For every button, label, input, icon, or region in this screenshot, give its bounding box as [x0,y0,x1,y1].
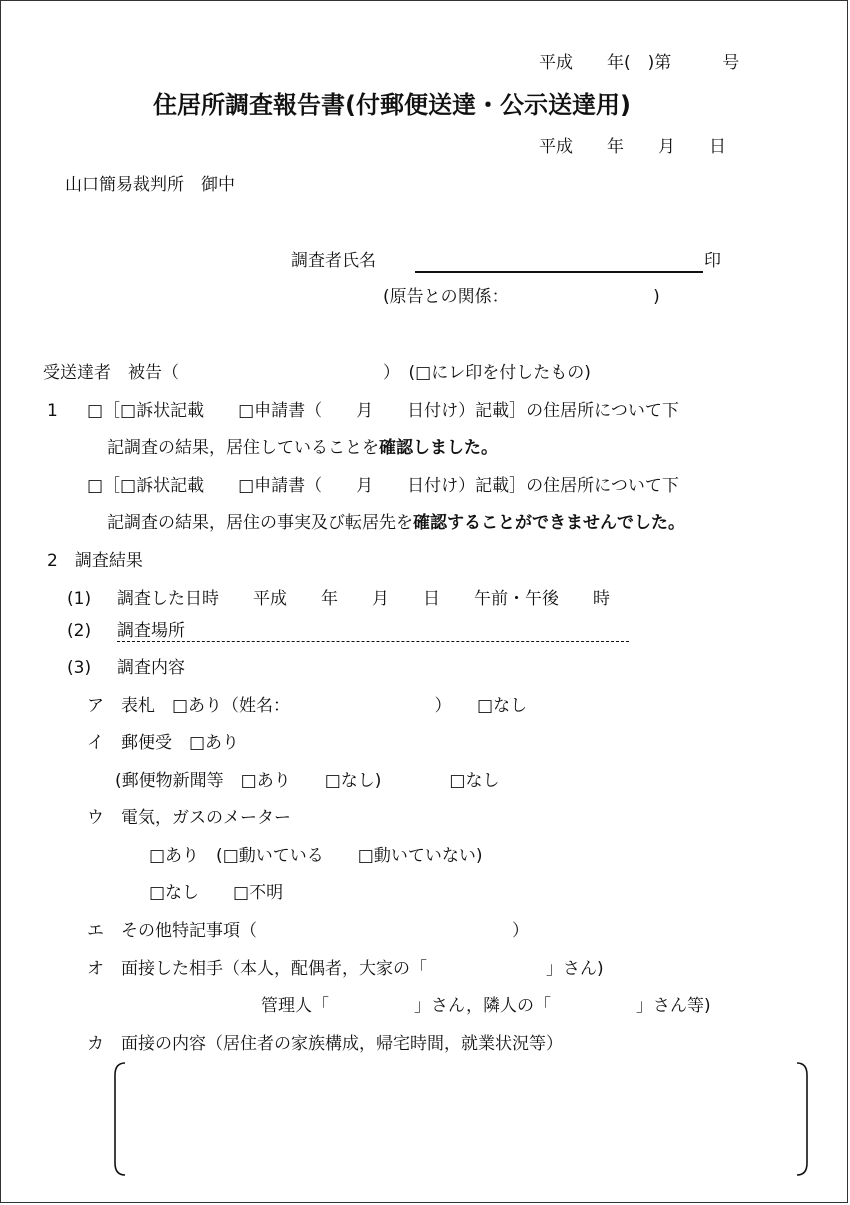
right-bracket [797,1063,807,1175]
interviewee-line1: オ 面接した相手（本人，配偶者，大家の「 」さん) [87,959,604,979]
investigator-name-line [415,253,703,273]
item1-result-bold: 確認しました。 [379,438,498,458]
interview-bracket [111,1059,811,1181]
left-bracket [115,1063,125,1175]
investigator-name-label: 調査者氏名 [291,251,376,271]
section1-item1-line1: □［□訴状記載 □申請書（ 月 日付け）記載］の住居所について下 [87,401,679,421]
section1-item2-line1: □［□訴状記載 □申請書（ 月 日付け）記載］の住居所について下 [87,476,679,496]
item2-result-text: 記調査の結果，居住の事実及び転居先を [107,513,413,533]
case-number: 平成 年( )第 号 [539,53,740,73]
interviewee-line2: 管理人「 」さん，隣人の「 」さん等) [261,996,711,1016]
addressee: 山口簡易裁判所 御中 [65,175,235,195]
sub3-number: (3) [67,658,92,678]
recipient-line: 受送達者 被告（ ） (□にレ印を付したもの) [43,363,591,383]
sub2-number: (2) [67,621,92,641]
section1-item1-line2 [107,440,498,457]
section1-number: 1 [47,401,58,421]
survey-datetime: 調査した日時 平成 年 月 日 午前・午後 時 [117,589,610,609]
plaintiff-relation: (原告との関係： ) [383,287,660,307]
mailbox-line: イ 郵便受 □あり [87,733,240,753]
survey-location-line [117,621,629,642]
section2-heading: 2 調査結果 [47,551,143,571]
sub1-number: (1) [67,589,92,609]
survey-location-label: 調査場所 [117,621,185,641]
item1-result-text: 記調査の結果，居住していることを [107,438,379,458]
document-title: 住居所調査報告書(付郵便送達・公示送達用) [153,91,631,119]
section1-item2-line2 [107,515,685,532]
meter-line: ウ 電気，ガスのメーター [87,808,291,828]
mail-newspaper-line: (郵便物新聞等 □あり □なし) □なし [115,771,500,791]
meter-present-line: □あり (□動いている □動いていない) [149,846,483,866]
survey-content-label: 調査内容 [117,658,185,678]
seal-mark: 印 [704,251,721,271]
interview-content-line: カ 面接の内容（居住者の家族構成，帰宅時間，就業状況等） [87,1034,563,1054]
item2-result-bold: 確認することができませんでした。 [413,513,685,533]
nameplate-line: ア 表札 □あり（姓名： ） □なし [87,696,528,716]
meter-absent-line: □なし □不明 [149,883,284,903]
other-notes-line: エ その他特記事項（ ） [87,921,529,941]
report-date: 平成 年 月 日 [539,137,726,157]
